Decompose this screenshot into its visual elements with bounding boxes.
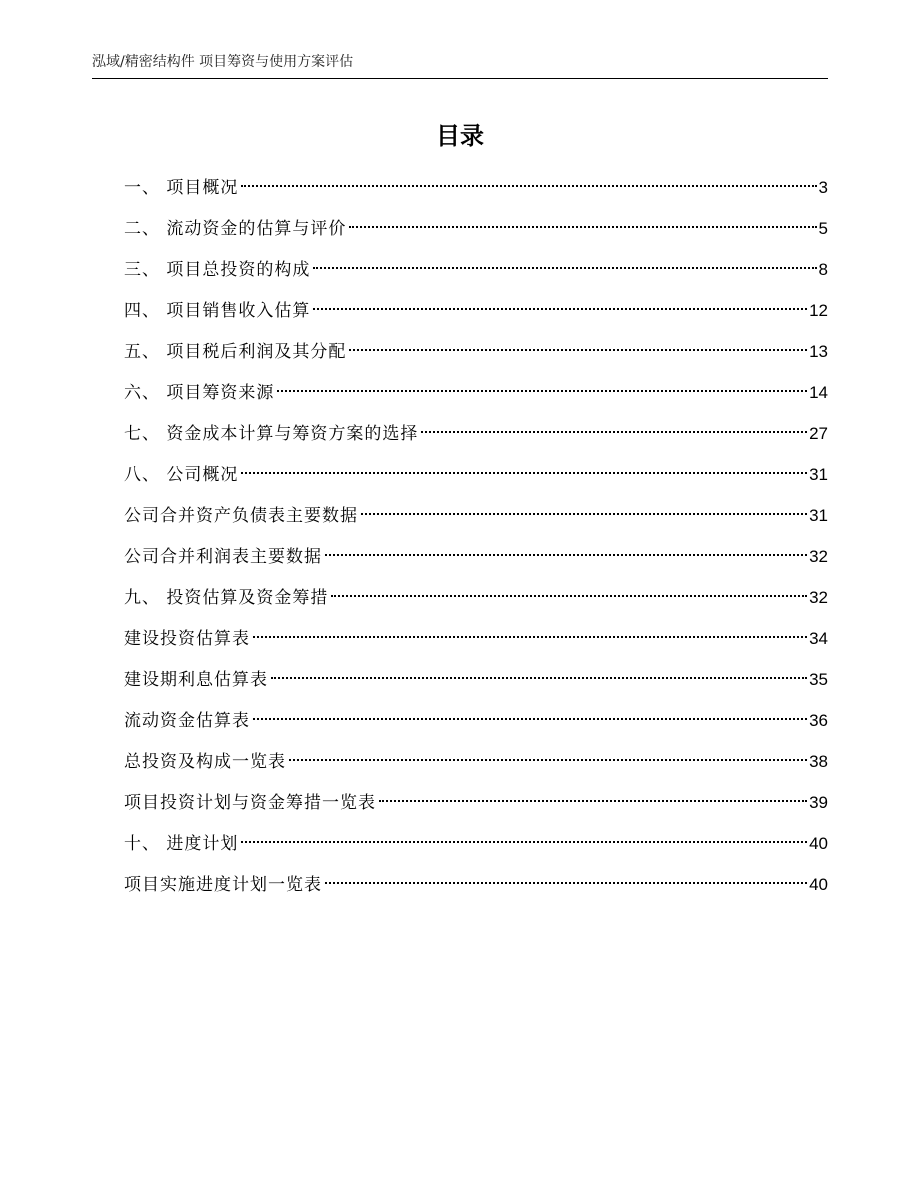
toc-entry-page: 12 [809, 301, 828, 320]
toc-entry-page: 8 [818, 260, 828, 279]
toc-entry-label: 公司合并利润表主要数据 [124, 547, 322, 567]
header-text: 泓域/精密结构件 项目筹资与使用方案评估 [92, 54, 354, 70]
toc-entry-page: 31 [809, 506, 828, 525]
toc-entry-page: 38 [809, 752, 828, 771]
toc-entry[interactable] [124, 659, 828, 700]
toc-entry-page: 34 [809, 629, 828, 648]
toc-entry-label: 七、 资金成本计算与筹资方案的选择 [124, 424, 419, 444]
toc-leader-dots [421, 431, 807, 433]
toc-leader-dots [313, 267, 816, 269]
toc-entry[interactable] [124, 290, 828, 331]
toc-entry-label: 流动资金估算表 [124, 711, 250, 731]
toc-leader-dots [241, 472, 807, 474]
toc-entry-page: 13 [809, 342, 828, 361]
toc-entry-page: 39 [809, 793, 828, 812]
toc-entry-label: 项目实施进度计划一览表 [124, 875, 322, 895]
toc-leader-dots [379, 800, 807, 802]
toc-entry[interactable] [124, 782, 828, 823]
toc-entry-label: 建设投资估算表 [124, 629, 250, 649]
toc-entry-page: 31 [809, 465, 828, 484]
toc-entry-label: 总投资及构成一览表 [124, 752, 286, 772]
toc-entry-page: 32 [809, 547, 828, 566]
toc-entry-page: 5 [818, 219, 828, 238]
toc-entry-label: 三、 项目总投资的构成 [124, 260, 311, 280]
toc-entry-label: 建设期利息估算表 [124, 670, 268, 690]
toc-entry-page: 14 [809, 383, 828, 402]
toc-entry-page: 27 [809, 424, 828, 443]
toc-leader-dots [253, 636, 807, 638]
toc-entry[interactable] [124, 331, 828, 372]
toc-entry-label: 一、 项目概况 [124, 178, 239, 198]
toc-leader-dots [361, 513, 807, 515]
toc-entry-page: 36 [809, 711, 828, 730]
toc-entry[interactable] [124, 372, 828, 413]
toc-entry[interactable] [124, 536, 828, 577]
toc-entry[interactable] [124, 741, 828, 782]
table-of-contents [124, 167, 828, 905]
toc-leader-dots [349, 226, 816, 228]
toc-entry[interactable] [124, 495, 828, 536]
toc-entry-label: 十、 进度计划 [124, 834, 239, 854]
toc-entry-page: 3 [818, 178, 828, 197]
toc-leader-dots [241, 841, 807, 843]
toc-entry[interactable] [124, 208, 828, 249]
toc-entry[interactable] [124, 454, 828, 495]
toc-entry-label: 九、 投资估算及资金筹措 [124, 588, 329, 608]
page-header [92, 52, 828, 79]
toc-leader-dots [325, 882, 807, 884]
toc-entry[interactable] [124, 700, 828, 741]
toc-entry-label: 项目投资计划与资金筹措一览表 [124, 793, 376, 813]
toc-entry-label: 公司合并资产负债表主要数据 [124, 506, 358, 526]
toc-entry[interactable] [124, 249, 828, 290]
toc-entry[interactable] [124, 577, 828, 618]
toc-leader-dots [277, 390, 807, 392]
toc-leader-dots [289, 759, 807, 761]
toc-leader-dots [253, 718, 807, 720]
toc-entry-label: 四、 项目销售收入估算 [124, 301, 311, 321]
toc-leader-dots [331, 595, 807, 597]
toc-leader-dots [349, 349, 807, 351]
toc-title: 目录 [436, 122, 484, 150]
toc-leader-dots [325, 554, 807, 556]
toc-entry-page: 35 [809, 670, 828, 689]
toc-entry[interactable] [124, 618, 828, 659]
toc-entry[interactable] [124, 864, 828, 905]
toc-leader-dots [313, 308, 807, 310]
toc-leader-dots [241, 185, 816, 187]
toc-entry-label: 五、 项目税后利润及其分配 [124, 342, 347, 362]
toc-entry-label: 八、 公司概况 [124, 465, 239, 485]
toc-entry-page: 40 [809, 875, 828, 894]
toc-entry[interactable] [124, 413, 828, 454]
toc-entry-label: 六、 项目筹资来源 [124, 383, 275, 403]
toc-leader-dots [271, 677, 807, 679]
toc-entry[interactable] [124, 167, 828, 208]
toc-entry-label: 二、 流动资金的估算与评价 [124, 219, 347, 239]
toc-entry-page: 40 [809, 834, 828, 853]
toc-entry[interactable] [124, 823, 828, 864]
toc-entry-page: 32 [809, 588, 828, 607]
